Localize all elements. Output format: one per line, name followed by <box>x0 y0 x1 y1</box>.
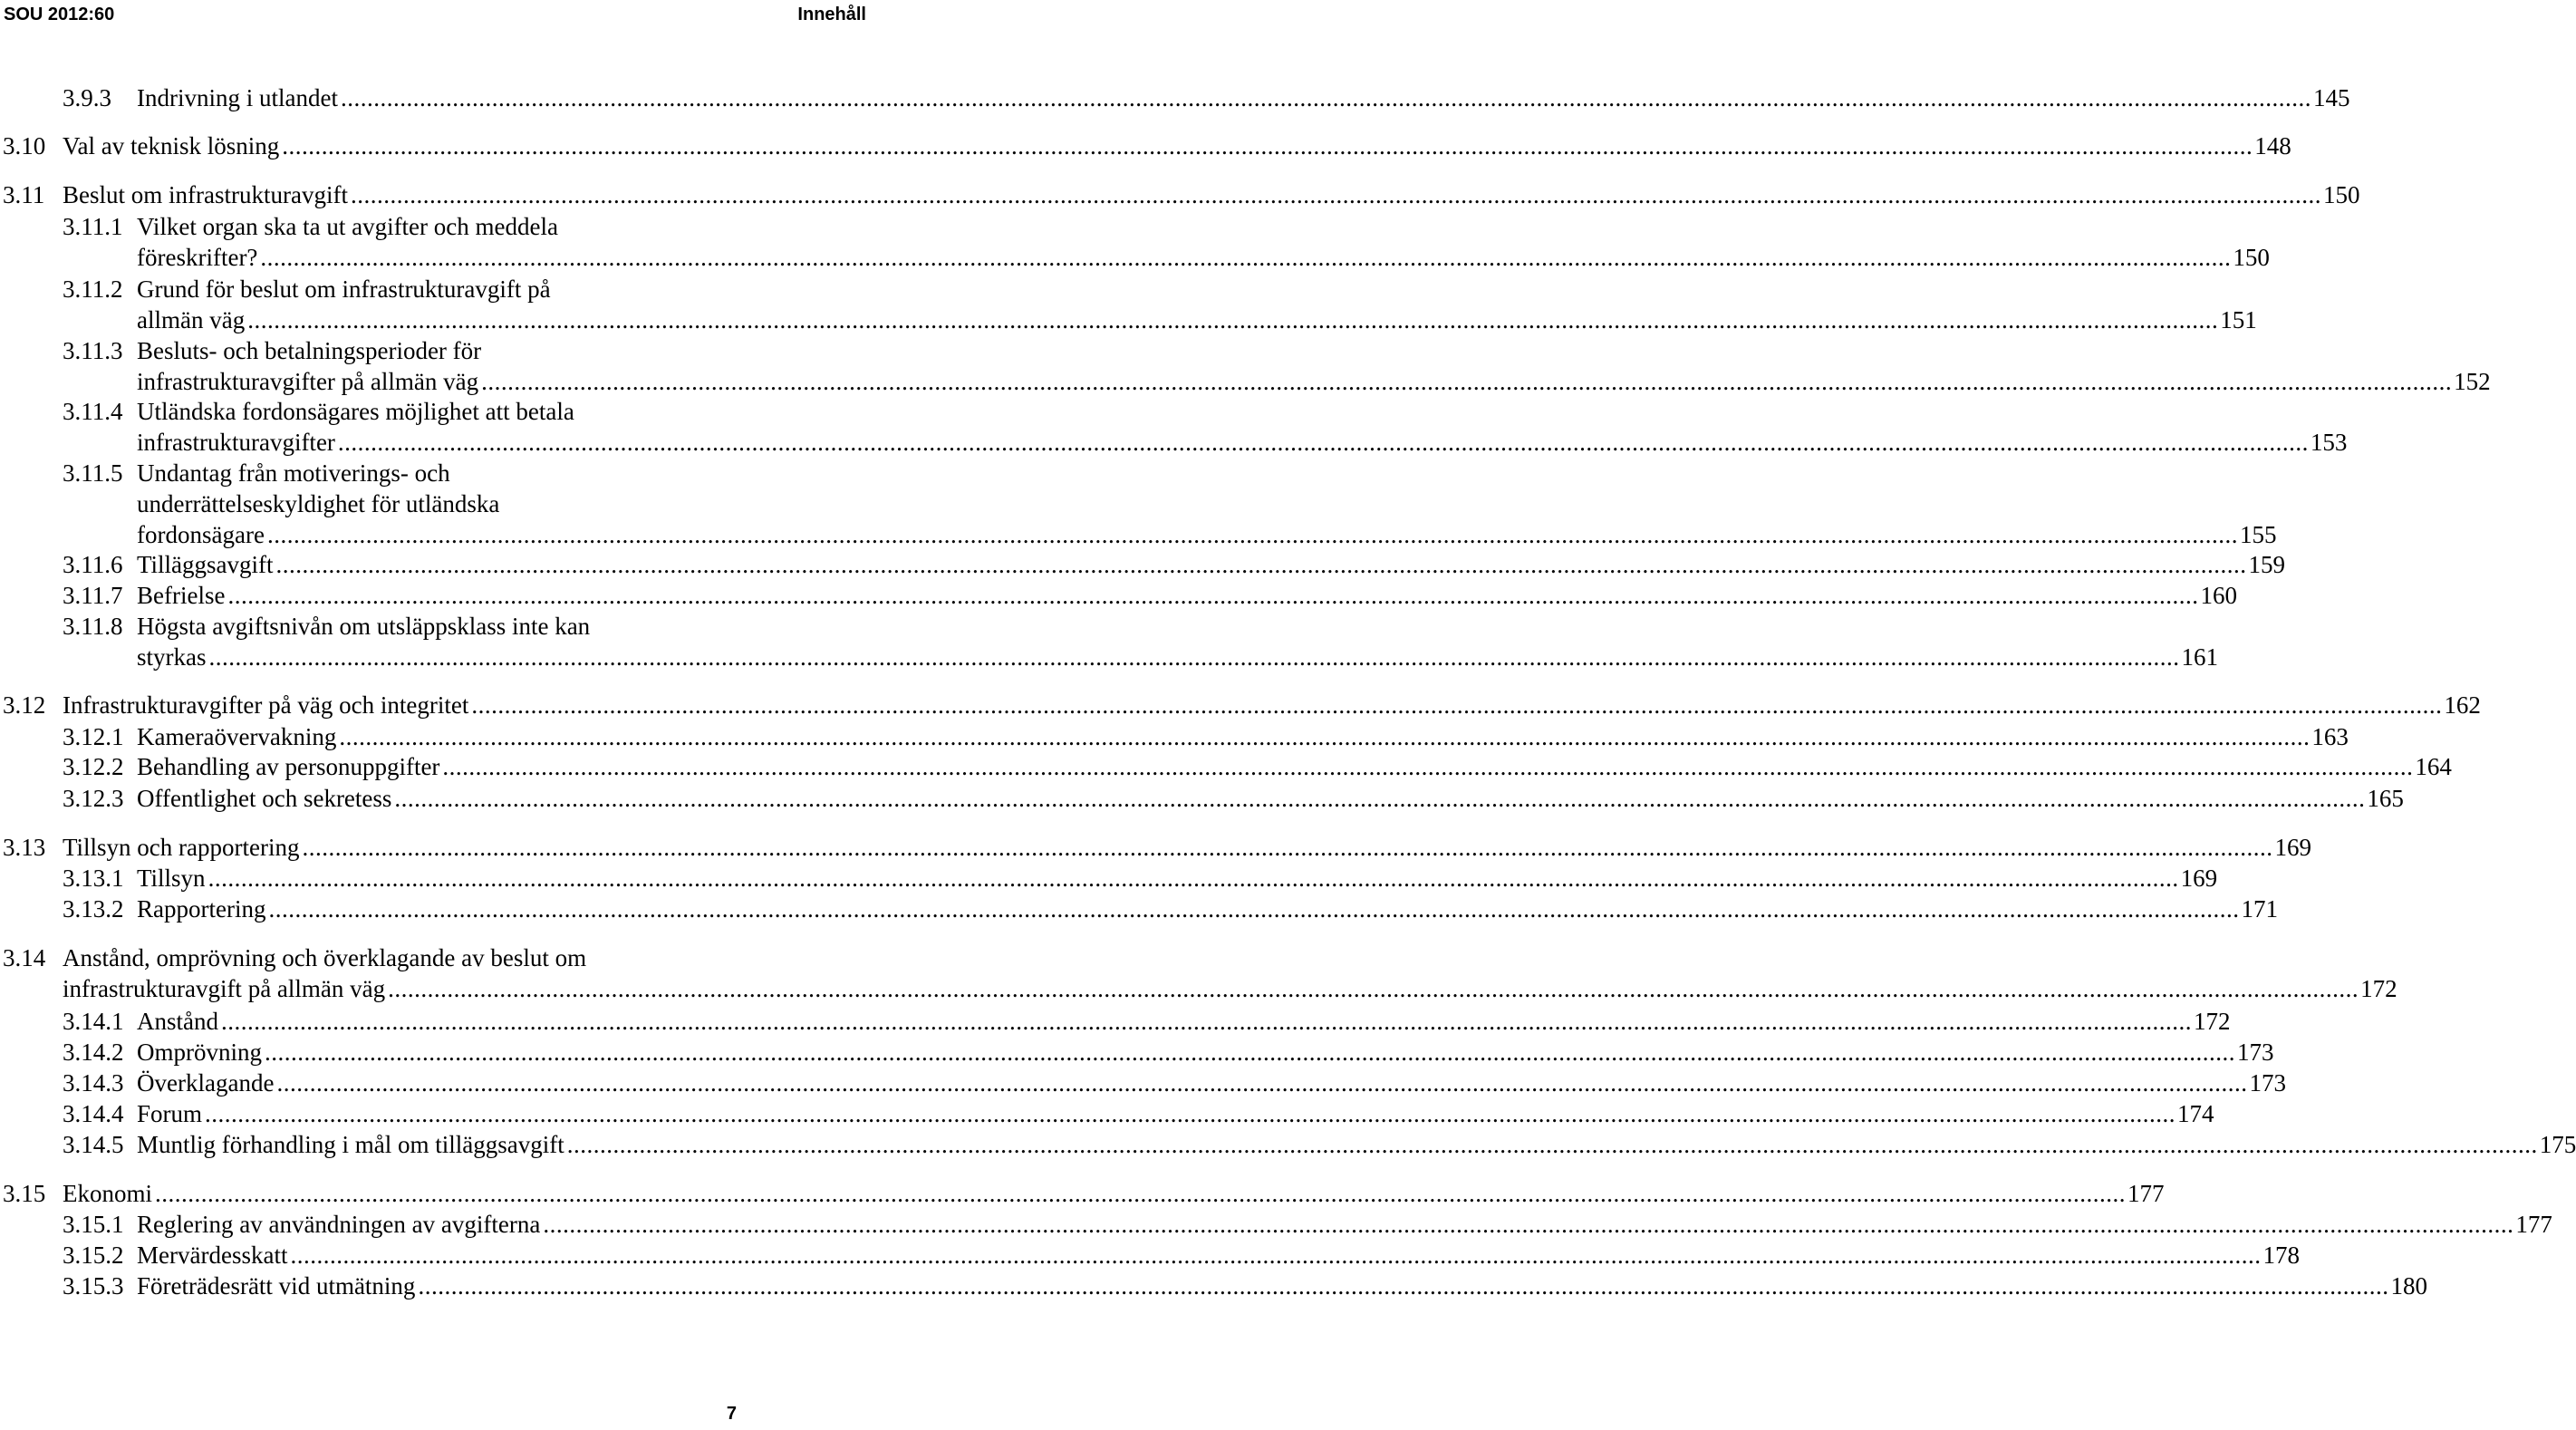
toc-entry-title-line: Offentlighet och sekretess <box>137 785 392 812</box>
toc-entry-title-line: infrastrukturavgifter <box>137 429 335 456</box>
dot-leader: ............................................................................................................................................................................................................................................................................................................ <box>566 1131 2538 1158</box>
toc-entry-title <box>137 549 2286 580</box>
toc-entry-title <box>137 1098 2214 1129</box>
toc-entry-page[interactable]: 159 <box>2248 551 2286 578</box>
toc-entry-title <box>63 1178 2165 1209</box>
toc-entry-page[interactable]: 152 <box>2454 368 2491 395</box>
toc-entry-title-line: Reglering av användningen av avgifterna <box>137 1211 541 1238</box>
toc-entry-page[interactable]: 165 <box>2367 785 2404 812</box>
toc-entry-page[interactable]: 145 <box>2312 84 2350 111</box>
toc-entry-title <box>63 690 2481 720</box>
toc-entry-title-line: föreskrifter? <box>137 244 258 271</box>
dot-leader: ............................................................................................................................................................................................................................................................................................................ <box>155 1180 2126 1207</box>
toc-entry-title <box>137 396 2348 458</box>
toc-entry-number: 3.11.1 <box>63 213 123 240</box>
toc-entry-title <box>137 611 2218 672</box>
dot-leader: ............................................................................................................................................................................................................................................................................................................ <box>260 244 2232 271</box>
dot-leader: ............................................................................................................................................................................................................................................................................................................ <box>442 753 2414 780</box>
toc-entry-page[interactable]: 173 <box>2249 1069 2286 1097</box>
toc-entry-number: 3.14.2 <box>63 1039 124 1066</box>
toc-entry-page[interactable]: 178 <box>2262 1242 2300 1269</box>
toc-entry-number: 3.15.1 <box>63 1211 124 1238</box>
toc-entry-page[interactable]: 175 <box>2539 1131 2576 1158</box>
toc-entry-number: 3.10 <box>3 132 46 159</box>
toc-entry-page[interactable]: 169 <box>2274 834 2311 861</box>
dot-leader: ............................................................................................................................................................................................................................................................................................................ <box>265 1039 2235 1066</box>
toc-entry-title-line: Grund för beslut om infrastrukturavgift på <box>137 275 551 303</box>
toc-entry-title-line: Överklagande <box>137 1069 275 1097</box>
dot-leader: ............................................................................................................................................................................................................................................................................................................ <box>282 132 2253 159</box>
toc-entry-number: 3.13 <box>3 834 46 861</box>
toc-entry-title <box>137 211 2270 273</box>
toc-entry-page[interactable]: 153 <box>2310 429 2348 456</box>
toc-entry-number: 3.15 <box>3 1180 46 1207</box>
running-header-section: Innehåll <box>797 5 866 24</box>
dot-leader: ............................................................................................................................................................................................................................................................................................................ <box>290 1242 2262 1269</box>
toc-entry-title <box>137 580 2237 611</box>
toc-entry-number: 3.14.4 <box>63 1100 124 1127</box>
toc-entry-number: 3.11.7 <box>63 582 123 609</box>
dot-leader: ............................................................................................................................................................................................................................................................................................................ <box>394 785 2366 812</box>
dot-leader: ............................................................................................................................................................................................................................................................................................................ <box>339 723 2311 750</box>
toc-entry-title-line: Tillsyn <box>137 865 206 892</box>
toc-entry-title-line: Högsta avgiftsnivån om utsläppsklass inte kan <box>137 613 591 640</box>
toc-entry-title-line: Indrivning i utlandet <box>137 84 338 111</box>
toc-entry-title-line: Anstånd <box>137 1008 218 1035</box>
toc-entry-page[interactable]: 150 <box>2233 244 2270 271</box>
toc-entry-title <box>137 1209 2552 1240</box>
toc-entry-title-line: Behandling av personuppgifter <box>137 753 440 780</box>
toc-entry-title-line: fordonsägare <box>137 521 265 548</box>
toc-entry-page[interactable]: 177 <box>2515 1211 2552 1238</box>
toc-entry-title-line: allmän väg <box>137 306 246 333</box>
toc-entry-number: 3.11.3 <box>63 337 123 364</box>
toc-entry-number: 3.12.2 <box>63 753 124 780</box>
toc-entry-page[interactable]: 169 <box>2180 865 2218 892</box>
dot-leader: ............................................................................................................................................................................................................................................................................................................ <box>350 181 2321 208</box>
dot-leader: ............................................................................................................................................................................................................................................................................................................ <box>471 691 2443 719</box>
dot-leader: ............................................................................................................................................................................................................................................................................................................ <box>207 865 2179 892</box>
toc-entry-number: 3.11.6 <box>63 551 123 578</box>
dot-leader: ............................................................................................................................................................................................................................................................................................................ <box>247 306 2219 333</box>
toc-entry-title <box>137 1037 2274 1068</box>
toc-entry-title <box>63 832 2311 863</box>
toc-entry-number: 3.9.3 <box>63 84 111 111</box>
dot-leader: ............................................................................................................................................................................................................................................................................................................ <box>205 1100 2176 1127</box>
toc-entry-title <box>137 1271 2427 1301</box>
toc-entry-title-line: Muntlig förhandling i mål om tilläggsavgift <box>137 1131 564 1158</box>
toc-entry-title <box>137 721 2349 752</box>
toc-entry-title-line: underrättelseskyldighet för utländska <box>137 490 500 517</box>
toc-entry-number: 3.13.2 <box>63 895 124 923</box>
dot-leader: ............................................................................................................................................................................................................................................................................................................ <box>302 834 2273 861</box>
dot-leader: ............................................................................................................................................................................................................................................................................................................ <box>208 643 2180 671</box>
toc-entry-title-line: Kameraövervakning <box>137 723 337 750</box>
dot-leader: ............................................................................................................................................................................................................................................................................................................ <box>227 582 2199 609</box>
toc-entry-title <box>137 1068 2286 1098</box>
toc-entry-title-line: Tilläggsavgift <box>137 551 274 578</box>
toc-entry-number: 3.11.5 <box>63 459 123 487</box>
toc-entry-number: 3.11 <box>3 181 45 208</box>
toc-entry-number: 3.11.2 <box>63 275 123 303</box>
toc-entry-title-line: infrastrukturavgift på allmän väg <box>63 975 386 1002</box>
toc-entry-title-line: Omprövning <box>137 1039 262 1066</box>
toc-entry-title <box>137 1129 2576 1160</box>
dot-leader: ............................................................................................................................................................................................................................................................................................................ <box>266 521 2238 548</box>
toc-entry-number: 3.13.1 <box>63 865 124 892</box>
dot-leader: ............................................................................................................................................................................................................................................................................................................ <box>268 895 2240 923</box>
toc-entry-number: 3.14 <box>3 944 46 971</box>
toc-entry-title-line: Val av teknisk lösning <box>63 132 280 159</box>
toc-entry-title-line: infrastrukturavgifter på allmän väg <box>137 368 479 395</box>
toc-entry-title-line: Forum <box>137 1100 203 1127</box>
page-number: 7 <box>726 1404 737 1424</box>
toc-entry-page[interactable]: 148 <box>2254 132 2291 159</box>
toc-entry-page[interactable]: 173 <box>2237 1039 2274 1066</box>
toc-entry-title <box>137 274 2257 335</box>
toc-entry-title-line: Besluts- och betalningsperioder för <box>137 337 482 364</box>
toc-entry-number: 3.14.3 <box>63 1069 124 1097</box>
toc-entry-title <box>137 1006 2231 1037</box>
toc-entry-page[interactable]: 161 <box>2181 643 2218 671</box>
dot-leader: ............................................................................................................................................................................................................................................................................................................ <box>276 1069 2248 1097</box>
toc-entry-page[interactable]: 164 <box>2415 753 2452 780</box>
toc-entry-title <box>137 1240 2300 1271</box>
toc-entry-title <box>137 82 2350 113</box>
toc-entry-number: 3.14.1 <box>63 1008 124 1035</box>
toc-entry-number: 3.14.5 <box>63 1131 124 1158</box>
toc-entry-title <box>137 894 2278 924</box>
dot-leader: ............................................................................................................................................................................................................................................................................................................ <box>481 368 2453 395</box>
toc-entry-page[interactable]: 177 <box>2127 1180 2165 1207</box>
toc-entry-title-line: styrkas <box>137 643 207 671</box>
toc-entry-title <box>137 458 2277 550</box>
toc-entry-title <box>137 863 2218 894</box>
toc-entry-page[interactable]: 163 <box>2311 723 2349 750</box>
toc-entry-page[interactable]: 180 <box>2390 1272 2427 1300</box>
dot-leader: ............................................................................................................................................................................................................................................................................................................ <box>340 84 2311 111</box>
running-header-document-id: SOU 2012:60 <box>4 5 115 24</box>
toc-entry-title-line: Vilket organ ska ta ut avgifter och meddela <box>137 213 558 240</box>
toc-entry-title-line: Infrastrukturavgifter på väg och integritet <box>63 691 469 719</box>
toc-entry-title-line: Befrielse <box>137 582 226 609</box>
toc-entry-title-line: Tillsyn och rapportering <box>63 834 300 861</box>
toc-entry-page[interactable]: 155 <box>2239 521 2277 548</box>
toc-entry-title <box>137 783 2404 814</box>
toc-entry-page[interactable]: 150 <box>2322 181 2360 208</box>
toc-entry-page[interactable]: 160 <box>2200 582 2237 609</box>
toc-entry-page[interactable]: 172 <box>2194 1008 2231 1035</box>
toc-entry-number: 3.12.3 <box>63 785 124 812</box>
toc-entry-title-line: Beslut om infrastrukturavgift <box>63 181 348 208</box>
toc-entry-title-line: Rapportering <box>137 895 266 923</box>
toc-entry-number: 3.12.1 <box>63 723 124 750</box>
toc-entry-title <box>63 179 2360 210</box>
toc-entry-page[interactable]: 162 <box>2444 691 2481 719</box>
dot-leader: ............................................................................................................................................................................................................................................................................................................ <box>418 1272 2389 1300</box>
toc-entry-title <box>137 751 2452 782</box>
toc-entry-page[interactable]: 151 <box>2220 306 2257 333</box>
toc-entry-page[interactable]: 174 <box>2177 1100 2214 1127</box>
toc-entry-number: 3.12 <box>3 691 46 719</box>
toc-entry-number: 3.11.4 <box>63 398 123 425</box>
toc-entry-number: 3.11.8 <box>63 613 123 640</box>
dot-leader: ............................................................................................................................................................................................................................................................................................................ <box>337 429 2309 456</box>
toc-entry-title-line: Utländska fordonsägares möjlighet att betala <box>137 398 574 425</box>
toc-entry-title-line: Undantag från motiverings- och <box>137 459 450 487</box>
toc-entry-title <box>63 942 2398 1004</box>
dot-leader: ............................................................................................................................................................................................................................................................................................................ <box>221 1008 2192 1035</box>
toc-entry-page[interactable]: 171 <box>2241 895 2278 923</box>
toc-entry-title <box>137 335 2491 397</box>
toc-entry-page[interactable]: 172 <box>2360 975 2398 1002</box>
toc-entry-title-line: Mervärdesskatt <box>137 1242 288 1269</box>
dot-leader: ............................................................................................................................................................................................................................................................................................................ <box>275 551 2247 578</box>
toc-entry-title-line: Företrädesrätt vid utmätning <box>137 1272 416 1300</box>
toc-entry-number: 3.15.3 <box>63 1272 124 1300</box>
toc-entry-number: 3.15.2 <box>63 1242 124 1269</box>
toc-entry-title <box>63 130 2291 161</box>
dot-leader: ............................................................................................................................................................................................................................................................................................................ <box>543 1211 2514 1238</box>
dot-leader: ............................................................................................................................................................................................................................................................................................................ <box>388 975 2359 1002</box>
toc-entry-title-line: Ekonomi <box>63 1180 152 1207</box>
toc-entry-title-line: Anstånd, omprövning och överklagande av beslut om <box>63 944 587 971</box>
